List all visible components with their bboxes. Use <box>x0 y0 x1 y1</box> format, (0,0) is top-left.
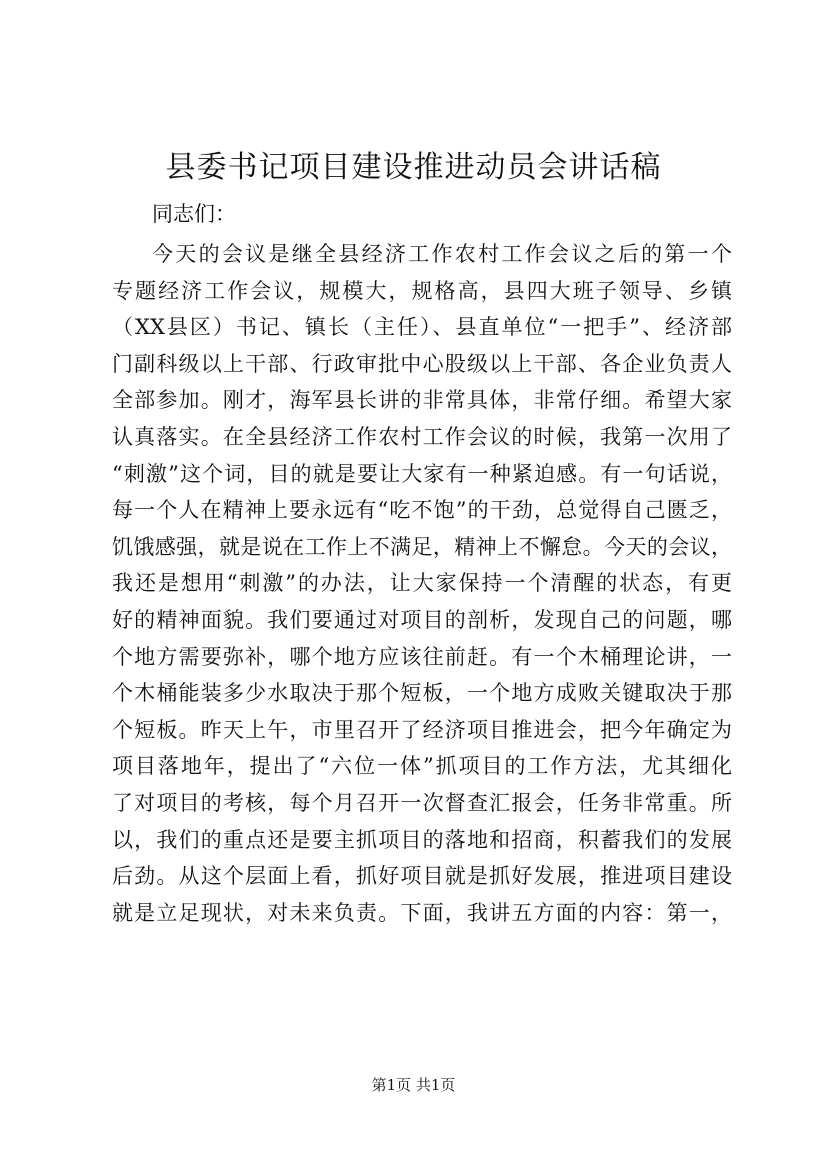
paragraph-line: （XX县区）书记、镇长（主任）、县直单位“一把手”、经济部 <box>112 315 732 340</box>
paragraph-line: 后劲。从这个层面上看，抓好项目就是抓好发展，推进项目建设 <box>112 864 732 889</box>
paragraph-line: 个短板。昨天上午，市里召开了经济项目推进会，把今年确定为 <box>112 717 732 742</box>
paragraph-line: 我还是想用“刺激”的办法，让大家保持一个清醒的状态，有更 <box>112 571 732 596</box>
paragraph-line: 项目落地年，提出了“六位一体”抓项目的工作方法，尤其细化 <box>112 754 732 779</box>
paragraph-line: 以，我们的重点还是要主抓项目的落地和招商，积蓄我们的发展 <box>112 827 732 852</box>
paragraph-line: 全部参加。刚才，海军县长讲的非常具体，非常仔细。希望大家 <box>112 388 732 413</box>
paragraph-line: 专题经济工作会议，规模大，规格高，县四大班子领导、乡镇 <box>112 278 732 303</box>
paragraph-line: 认真落实。在全县经济工作农村工作会议的时候，我第一次用了 <box>112 424 732 449</box>
paragraph-line: 今天的会议是继全县经济工作农村工作会议之后的第一个 <box>152 242 732 266</box>
salutation: 同志们： <box>152 202 236 226</box>
paragraph-line: 每一个人在精神上要永远有“吃不饱”的干劲，总觉得自己匮乏， <box>112 498 732 523</box>
page-footer: 第1页 共1页 <box>371 1076 456 1094</box>
body-paragraph <box>112 236 732 931</box>
paragraph-line: 门副科级以上干部、行政审批中心股级以上干部、各企业负责人 <box>112 351 732 376</box>
paragraph-line: 了对项目的考核，每个月召开一次督查汇报会，任务非常重。所 <box>112 790 732 815</box>
paragraph-line: 好的精神面貌。我们要通过对项目的剖析，发现自己的问题，哪 <box>112 607 732 632</box>
paragraph-line: 就是立足现状，对未来负责。下面，我讲五方面的内容：第一， <box>112 900 732 925</box>
paragraph-line: 个地方需要弥补，哪个地方应该往前赶。有一个木桶理论讲，一 <box>112 644 732 669</box>
paragraph-line: “刺激”这个词，目的就是要让大家有一种紧迫感。有一句话说， <box>112 461 732 486</box>
paragraph-line: 个木桶能装多少水取决于那个短板，一个地方成败关键取决于那 <box>112 681 732 706</box>
document-title: 县委书记项目建设推进动员会讲话稿 <box>165 150 662 185</box>
paragraph-line: 饥饿感强，就是说在工作上不满足，精神上不懈怠。今天的会议， <box>112 534 732 559</box>
